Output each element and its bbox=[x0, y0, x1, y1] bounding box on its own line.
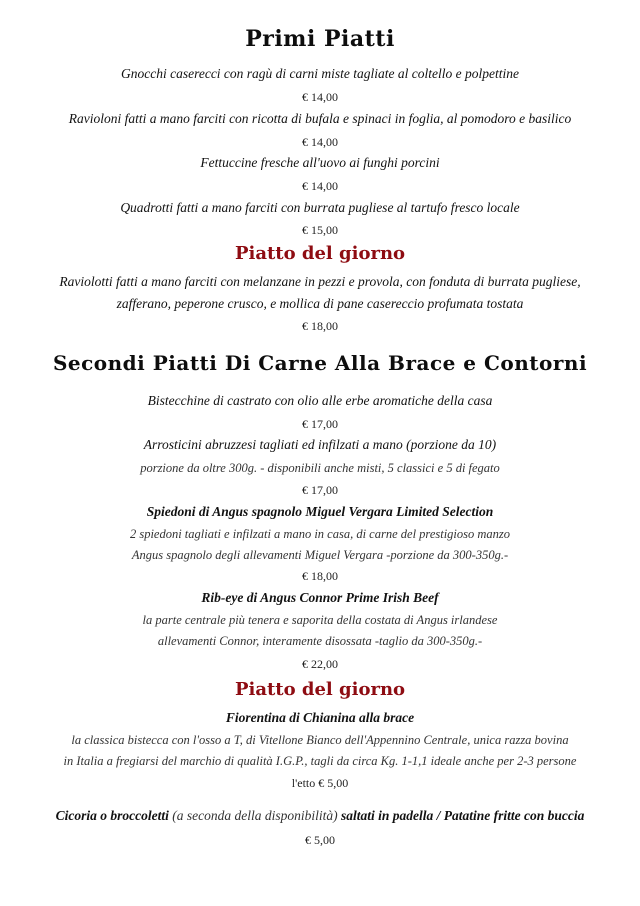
primi-item-3-price: € 14,00 bbox=[302, 179, 338, 193]
primi-item-2-price: € 14,00 bbox=[302, 135, 338, 149]
secondi-item-4-desc1: la parte centrale più tenera e saporita della costata di Angus irlandese bbox=[142, 613, 498, 627]
primi-item-1-name: Gnocchi caserecci con ragù di carni miste tagliate al coltello e polpettine bbox=[120, 66, 520, 81]
contorno-name-part1: Cicoria o broccoletti bbox=[55, 808, 173, 823]
contorno-name-part2: saltati in padella / Patatine fritte con buccia bbox=[337, 808, 585, 823]
secondi-item-1-price: € 17,00 bbox=[302, 417, 338, 431]
piatto-giorno-2-title: Piatto del giorno bbox=[234, 679, 406, 700]
piatto-giorno-1-title: Piatto del giorno bbox=[234, 243, 406, 264]
contorno-line bbox=[0, 805, 640, 826]
secondi-item-2-name: Arrosticini abruzzesi tagliati ed infilzati a mano (porzione da 10) bbox=[143, 437, 497, 452]
primi-item-4-price: € 15,00 bbox=[302, 223, 338, 237]
secondi-item-4-price: € 22,00 bbox=[302, 657, 338, 671]
piatto-giorno-1-price: € 18,00 bbox=[302, 319, 338, 333]
secondi-item-3-desc2: Angus spagnolo degli allevamenti Miguel Vergara -porzione da 300-350g.- bbox=[131, 548, 509, 562]
piatto-giorno-2-desc2: in Italia a fregiarsi del marchio di qualità I.G.P., tagli da circa Kg. 1-1,1 ideale anche per 2-3 persone bbox=[63, 754, 577, 768]
piatto-giorno-1-line1: Raviolotti fatti a mano farciti con melanzane in pezzi e provola, con fonduta di burrata pugliese, bbox=[59, 274, 581, 289]
piatto-giorno-1-line2: zafferano, peperone crusco, e mollica di pane casereccio profumata tostata bbox=[116, 296, 524, 311]
secondi-item-3-name: Spiedoni di Angus spagnolo Miguel Vergara Limited Selection bbox=[146, 504, 494, 519]
primi-title: Primi Piatti bbox=[245, 26, 395, 52]
piatto-giorno-2-desc1: la classica bistecca con l'osso a T, di Vitellone Bianco dell'Appennino Centrale, unica razza bovina bbox=[71, 733, 569, 747]
secondi-item-3-desc1: 2 spiedoni tagliati e infilzati a mano in casa, di carne del prestigioso manzo bbox=[129, 527, 511, 541]
primi-item-4-name: Quadrotti fatti a mano farciti con burrata pugliese al tartufo fresco locale bbox=[120, 200, 520, 215]
contorno-availability-note: (a seconda della disponibilità) bbox=[172, 808, 338, 823]
secondi-item-2-price: € 17,00 bbox=[302, 483, 338, 497]
primi-item-1-price: € 14,00 bbox=[302, 90, 338, 104]
secondi-item-2-desc: porzione da oltre 300g. - disponibili anche misti, 5 classici e 5 di fegato bbox=[140, 461, 500, 475]
piatto-giorno-2-name: Fiorentina di Chianina alla brace bbox=[225, 710, 415, 725]
primi-item-3-name: Fettuccine fresche all'uovo ai funghi porcini bbox=[200, 155, 440, 170]
secondi-title: Secondi Piatti Di Carne Alla Brace e Contorni bbox=[52, 351, 588, 375]
secondi-item-1-name: Bistecchine di castrato con olio alle erbe aromatiche della casa bbox=[147, 393, 493, 408]
contorno-price: € 5,00 bbox=[305, 833, 335, 847]
secondi-item-3-price: € 18,00 bbox=[302, 569, 338, 583]
primi-item-2-name: Ravioloni fatti a mano farciti con ricotta di bufala e spinaci in foglia, al pomodoro e basilico bbox=[68, 111, 572, 126]
secondi-item-4-desc2: allevamenti Connor, interamente disossata -taglio da 300-350g.- bbox=[157, 634, 483, 648]
piatto-giorno-2-price: l'etto € 5,00 bbox=[291, 776, 349, 790]
secondi-item-4-name: Rib-eye di Angus Connor Prime Irish Beef bbox=[201, 590, 439, 605]
